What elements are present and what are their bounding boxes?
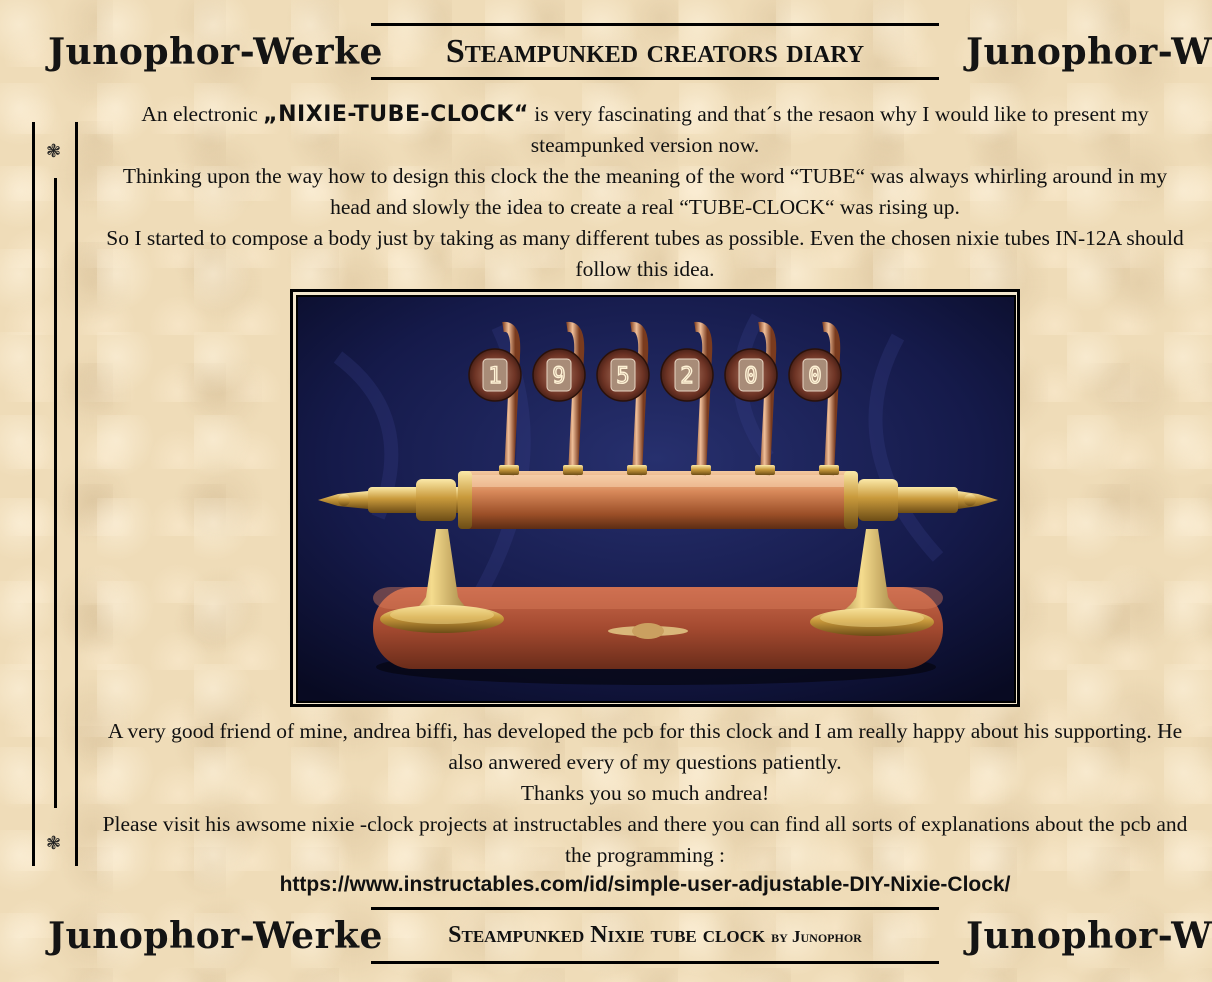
footer-title	[371, 907, 939, 964]
logo-right-bottom: Junophor-W	[966, 915, 1212, 957]
nixie-tube-clock-highlight: „NIXIE-TUBE-CLOCK“	[263, 102, 529, 127]
side-ornament	[32, 122, 80, 866]
intro-text	[100, 99, 1190, 285]
intro-prefix: An electronic	[141, 102, 264, 126]
intro-paragraph-3: So I started to compose a body just by taking as many different tubes as possible. Even the chosen nixie tubes IN-12A should follow this idea.	[106, 226, 1184, 281]
logo-right-top: Junophor-W	[966, 31, 1212, 73]
outro-paragraph-3: Please visit his awsome nixie -clock projects at instructables and there you can find all sorts of explanations about the pcb and the programming :	[102, 812, 1188, 867]
nixie-digit: 0	[744, 364, 758, 389]
ornament-bar-left	[32, 122, 35, 866]
pipe-collar	[691, 465, 711, 475]
ornament-bar-inner	[54, 178, 57, 808]
nixie-digit: 9	[552, 364, 566, 389]
flower-icon: ❃	[46, 141, 62, 161]
intro-paragraph-1	[100, 99, 1190, 161]
outro-paragraph-2: Thanks you so much andrea!	[520, 781, 770, 805]
instructables-link[interactable]: https://www.instructables.com/id/simple-user-adjustable-DIY-Nixie-Clock/	[279, 873, 1011, 896]
pipe-collar	[499, 465, 519, 475]
logo-left-bottom: Junophor-Werke	[48, 915, 383, 957]
nixie-digit: 0	[808, 364, 822, 389]
footer-title-by: by Junophor	[771, 927, 862, 946]
flower-icon: ❃	[46, 833, 62, 853]
outro-paragraph-1: A very good friend of mine, andrea biffi, has developed the pcb for this clock and I am really happy about his supporting. He also anwered every of my questions patiently.	[107, 719, 1183, 774]
intro-suffix: is very fascinating and that´s the resaon why I would like to present my steampunked version now.	[528, 102, 1149, 157]
pipe-collar	[627, 465, 647, 475]
nixie-digit: 5	[616, 364, 630, 389]
pipe-collar	[563, 465, 583, 475]
pipe-collar	[819, 465, 839, 475]
nixie-digit: 2	[680, 364, 694, 389]
ornament-bar-right	[75, 122, 78, 866]
page-title: Steampunked creators diary	[371, 23, 939, 80]
nixie-digit: 1	[488, 364, 502, 389]
pipe-collar	[755, 465, 775, 475]
clock-photo	[296, 295, 1016, 703]
logo-left-top: Junophor-Werke	[48, 31, 383, 73]
intro-paragraph-2: Thinking upon the way how to design this clock the the meaning of the word “TUBE“ was always whirling around in my head and slowly the idea to create a real “TUBE-CLOCK“ was rising up.	[122, 164, 1168, 219]
footer-title-main: Steampunked Nixie tube clock	[448, 922, 766, 948]
outro-text	[100, 716, 1190, 871]
clock-photo-frame	[290, 289, 1020, 707]
